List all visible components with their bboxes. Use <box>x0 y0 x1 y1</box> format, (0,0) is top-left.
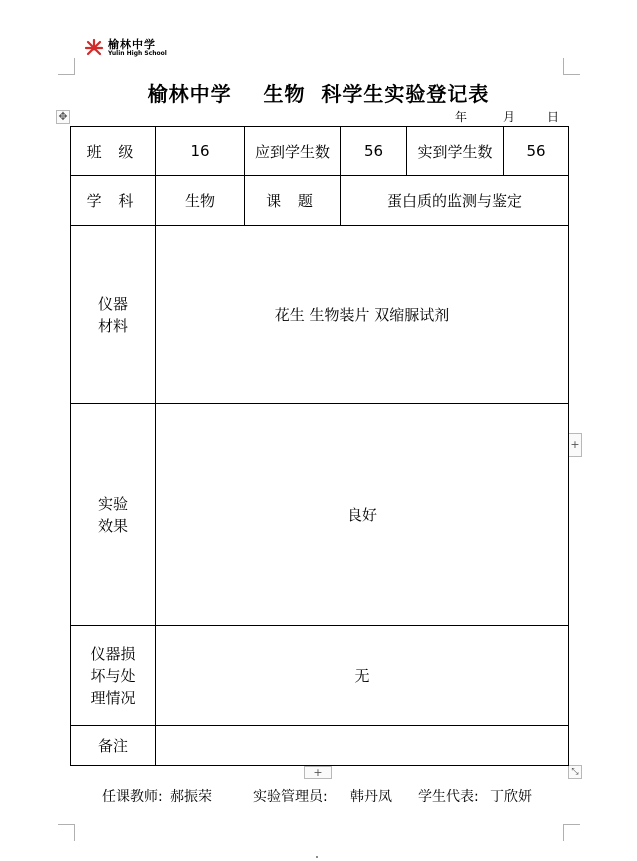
topic-label: 课 题 <box>245 176 341 226</box>
student-rep-label: 学生代表: <box>418 789 479 805</box>
materials-label-line: 仪器 <box>97 294 128 313</box>
add-column-plus-icon[interactable]: + <box>568 433 582 457</box>
notes-label: 备注 <box>71 726 156 766</box>
add-row-plus-icon[interactable]: + <box>304 766 332 779</box>
actual-students-label: 实到学生数 <box>407 127 504 176</box>
expected-students-label: 应到学生数 <box>245 127 341 176</box>
damage-label-line: 坏与处 <box>90 666 136 685</box>
actual-students-value[interactable]: 56 <box>504 127 569 176</box>
date-day-label: 日 <box>547 110 560 124</box>
damage-label-line: 仪器损 <box>90 644 136 663</box>
topic-value[interactable]: 蛋白质的监测与鉴定 <box>341 176 569 226</box>
subject-label: 学 科 <box>71 176 156 226</box>
class-value[interactable]: 16 <box>156 127 245 176</box>
page-corner-mark <box>58 58 75 75</box>
subject-value[interactable]: 生物 <box>156 176 245 226</box>
logo-english-name: Yulin High School <box>108 50 167 57</box>
table-resize-icon[interactable]: ⤡ <box>568 765 582 779</box>
materials-label <box>71 226 156 404</box>
date-year-label: 年 <box>455 110 468 124</box>
result-value[interactable]: 良好 <box>156 404 569 626</box>
page-title: 榆林中学 生物 科学生实验登记表 <box>147 82 490 106</box>
school-emblem-icon <box>84 38 104 58</box>
damage-label-line: 理情况 <box>90 688 136 707</box>
school-logo <box>84 36 167 60</box>
result-label-line: 效果 <box>97 516 128 535</box>
experiment-register-table <box>70 126 569 766</box>
notes-value[interactable] <box>156 726 569 766</box>
teacher-name: 郝振荣 <box>170 789 212 805</box>
table-move-handle-icon[interactable]: ✥ <box>56 110 70 124</box>
admin-name: 韩丹凤 <box>350 789 392 805</box>
materials-label-line: 材料 <box>97 316 128 335</box>
date-month-label: 月 <box>503 110 516 124</box>
class-label: 班 级 <box>71 127 156 176</box>
page-corner-mark <box>563 58 580 75</box>
student-rep-name: 丁欣妍 <box>490 789 532 805</box>
page-corner-mark <box>58 824 75 841</box>
expected-students-value[interactable]: 56 <box>341 127 407 176</box>
result-label-line: 实验 <box>97 494 128 513</box>
materials-value[interactable]: 花生 生物装片 双缩脲试剂 <box>156 226 569 404</box>
teacher-label: 任课教师: <box>102 789 163 805</box>
page-corner-mark <box>563 824 580 841</box>
damage-value[interactable]: 无 <box>156 626 569 726</box>
result-label <box>71 404 156 626</box>
logo-chinese-name: 榆林中学 <box>108 38 156 51</box>
page-mark <box>316 856 318 858</box>
admin-label: 实验管理员: <box>253 789 328 805</box>
damage-label <box>71 626 156 726</box>
